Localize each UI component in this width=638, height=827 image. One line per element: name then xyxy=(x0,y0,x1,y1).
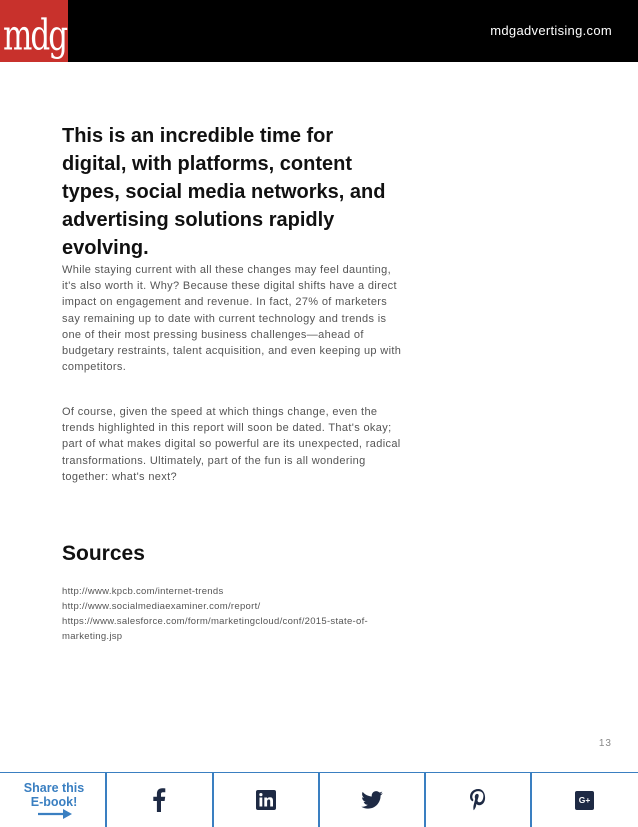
sources-heading: Sources xyxy=(62,542,145,565)
linkedin-icon xyxy=(256,790,276,810)
sources-list xyxy=(62,584,392,644)
source-link-3[interactable]: https://www.salesforce.com/form/marketingcloud/conf/2015-state-of-marketing.jsp xyxy=(62,616,368,642)
source-link-1[interactable]: http://www.kpcb.com/internet-trends xyxy=(62,586,224,597)
share-pinterest-button[interactable] xyxy=(425,773,530,827)
site-url[interactable]: mdgadvertising.com xyxy=(490,23,612,38)
share-google-plus-button[interactable] xyxy=(531,773,638,827)
mdg-logo[interactable] xyxy=(0,0,68,62)
share-facebook-button[interactable] xyxy=(106,773,212,827)
body-paragraph-2: Of course, given the speed at which things change, even the trends highlighted in this report will soon be dated. That's okay; part of what makes digital so powerful are its unexpected, radical transformations. Ultimately, part of the fun is all wondering together: what's next? xyxy=(62,406,401,483)
twitter-icon xyxy=(361,791,383,809)
share-label xyxy=(14,781,94,809)
logo-text: mdg xyxy=(3,11,67,61)
body-paragraph-1: While staying current with all these changes may feel daunting, it's also worth it. Why? Because these digital shifts have a direct impact on engagement and revenue. In fact, 27% of marketers say remaining up to date with current technology and trends is one of their most pressing business challenges—ahead of budgetary restraints, talent acquisition, and even keeping up with competitors. xyxy=(62,264,402,374)
source-link-2[interactable]: http://www.socialmediaexaminer.com/report/ xyxy=(62,601,261,612)
page-headline: This is an incredible time for digital, with platforms, content types, social media networks, and advertising solutions rapidly evolving. xyxy=(62,125,386,259)
share-bar xyxy=(0,772,638,827)
facebook-icon xyxy=(152,788,166,812)
page-header xyxy=(0,0,638,62)
share-twitter-button[interactable] xyxy=(319,773,424,827)
share-linkedin-button[interactable] xyxy=(213,773,318,827)
share-label-line1: Share this xyxy=(23,781,85,795)
arrow-right-icon xyxy=(38,809,72,819)
pinterest-icon xyxy=(470,789,486,811)
page-number: 13 xyxy=(598,738,612,749)
share-label-line2: E-book! xyxy=(30,795,78,809)
google-plus-icon: G+ xyxy=(575,791,594,810)
